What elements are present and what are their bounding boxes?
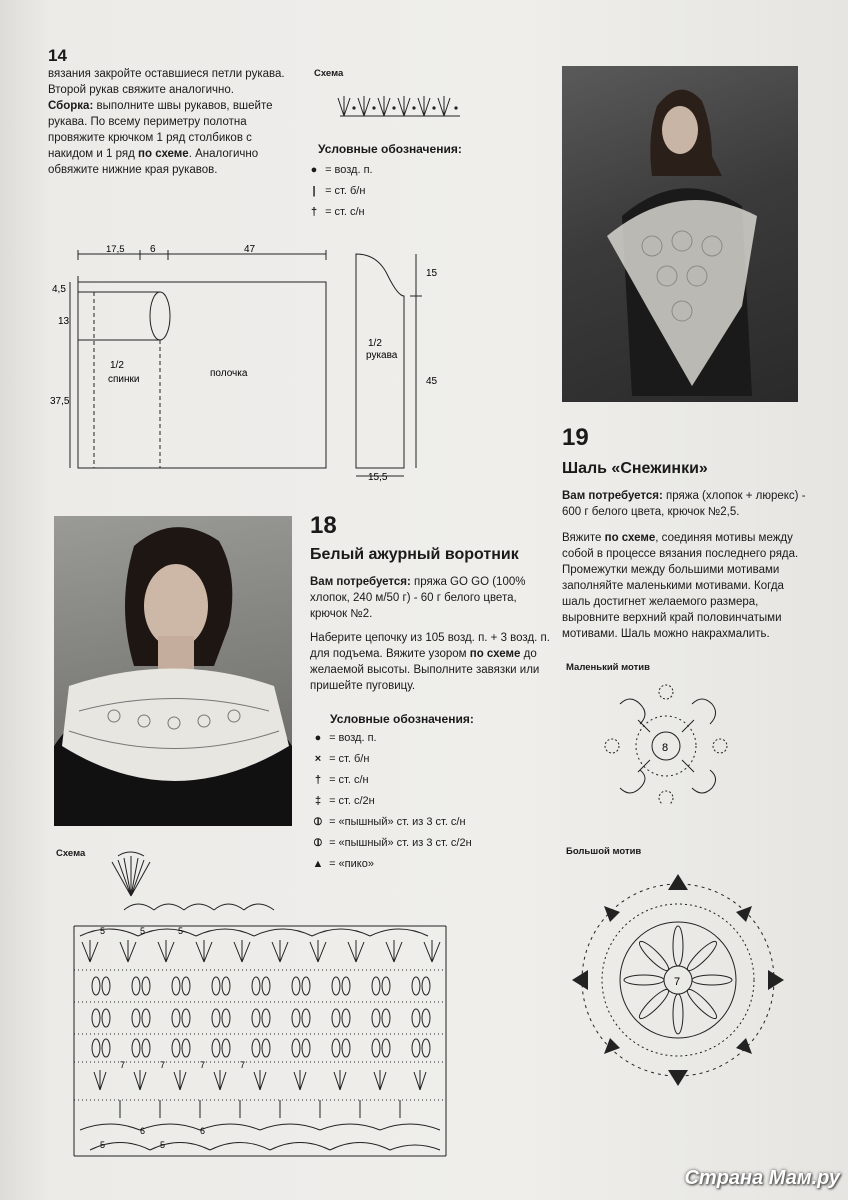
garment-pattern-diagram	[48, 240, 458, 485]
item18-title: Белый ажурный воротник	[310, 546, 519, 563]
item19-title: Шаль «Снежинки»	[562, 460, 708, 477]
dim-label: 17,5	[106, 244, 125, 255]
top-legend	[306, 160, 373, 223]
item18-requirements: Вам потребуется: пряжа GO GO (100% хлопок, 240 м/50 г) - 60 г белого цвета, крючок №2.	[310, 576, 526, 620]
row-number: 5	[160, 1140, 166, 1150]
legend-item: ▲ = «пико»	[310, 854, 472, 875]
legend-item: † = ст. с/н	[310, 770, 472, 791]
row-number: 6	[140, 1126, 146, 1136]
shawl-model-illustration	[562, 66, 798, 402]
top-legend-item: ● = возд. п.	[306, 160, 373, 181]
treble-crochet-icon: ‡	[314, 795, 322, 807]
picot-icon: ▲	[312, 858, 324, 870]
watermark-logo: Страна Мам.ру	[684, 1167, 840, 1189]
dim-label: 13	[58, 316, 70, 327]
sleeve-label: рукава	[366, 350, 398, 361]
sleeve-label: 1/2	[368, 338, 382, 349]
small-motif-label: Маленький мотив	[566, 662, 650, 673]
item18-legend-title: Условные обозначения:	[330, 712, 474, 726]
top-legend-item: † = ст. с/н	[306, 202, 373, 223]
item18-instructions: Наберите цепочку из 105 возд. п. + 3 возд. п. для подъема. Вяжите узором по схеме до желаемой высоты. Выполните завязки или пришейте пуговицу.	[310, 632, 550, 692]
dim-label: 15	[426, 268, 438, 279]
single-crochet-icon: ×	[314, 753, 322, 765]
puff-stitch-icon: ⦶	[314, 816, 322, 828]
dim-label: 4,5	[52, 284, 66, 295]
big-motif-label: Большой мотив	[566, 846, 642, 857]
legend-item: ● = возд. п.	[310, 728, 472, 749]
puff-stitch-rows	[92, 977, 430, 1057]
top-instructions	[48, 66, 288, 178]
row-number: 5	[100, 926, 106, 936]
puff-treble-stitch-icon: ⦶	[314, 837, 322, 849]
item19-number: 19	[562, 424, 589, 451]
instruction-p1: вязания закройте оставшиеся петли рукава. Второй рукав свяжите аналогично.	[48, 68, 285, 96]
top-schema-label: Схема	[314, 68, 344, 79]
row-number: 7	[240, 1060, 246, 1070]
collar-schema-label: Схема	[56, 848, 86, 859]
small-motif-rows: 8	[662, 742, 669, 754]
big-motif-rows: 7	[674, 976, 681, 988]
dim-label: 6	[150, 244, 156, 255]
dim-label: 45	[426, 376, 438, 387]
back-label: 1/2	[110, 360, 124, 371]
dim-label: 37,5	[50, 396, 70, 407]
row-number: 7	[120, 1060, 126, 1070]
dim-label: 15,5	[368, 472, 388, 483]
big-motif-diagram	[570, 866, 790, 1086]
chain-stitch-icon: ●	[310, 164, 318, 176]
collar-photo	[54, 516, 292, 826]
top-legend-item: | = ст. б/н	[306, 181, 373, 202]
small-motif-diagram	[600, 684, 730, 804]
legend-item: ⦶ = «пышный» ст. из 3 ст. с/н	[310, 812, 472, 833]
collar-schema-diagram	[60, 850, 460, 1166]
row-number: 5	[100, 1140, 106, 1150]
row-number: 7	[200, 1060, 206, 1070]
row-number: 7	[160, 1060, 166, 1070]
double-crochet-icon: †	[314, 774, 322, 786]
front-label: полочка	[210, 368, 248, 379]
dim-label: 47	[244, 244, 256, 255]
legend-item: ⦶ = «пышный» ст. из 3 ст. с/2н	[310, 833, 472, 854]
item18-number: 18	[310, 512, 337, 539]
row-number: 5	[140, 926, 146, 936]
top-edge-schema-diagram	[336, 88, 466, 124]
item18-text	[310, 574, 550, 694]
page-number: 14	[48, 46, 67, 65]
item19-instructions: Вяжите по схеме, соединяя мотивы между собой в процессе вязания последнего ряда. Промежутки между большими мотивами заполняйте маленькими мотивами. Когда шаль достигнет желаемого размера, выровните верхний край половинчатыми мотивами. Шаль можно накрахмалить.	[562, 532, 799, 640]
shawl-photo	[562, 66, 798, 402]
legend-item: × = ст. б/н	[310, 749, 472, 770]
top-legend-title: Условные обозначения:	[318, 142, 462, 156]
chain-stitch-icon: ●	[314, 732, 322, 744]
item19-text	[562, 488, 814, 642]
instruction-p2: Сборка: выполните швы рукавов, вшейте рукава. По всему периметру полотна провяжите крючком 1 ряд столбиков с накидом и 1 ряд по схеме. Аналогично обвяжите нижние края рукавов.	[48, 100, 273, 176]
collar-model-illustration	[54, 516, 292, 826]
single-crochet-icon: |	[312, 185, 316, 197]
back-label: спинки	[108, 374, 140, 385]
item19-requirements: Вам потребуется: пряжа (хлопок + люрекс) - 600 г белого цвета, крючок №2,5.	[562, 490, 806, 518]
row-number: 5	[178, 926, 184, 936]
legend-item: ‡ = ст. с/2н	[310, 791, 472, 812]
double-crochet-icon: †	[310, 206, 318, 218]
row-number: 6	[200, 1126, 206, 1136]
